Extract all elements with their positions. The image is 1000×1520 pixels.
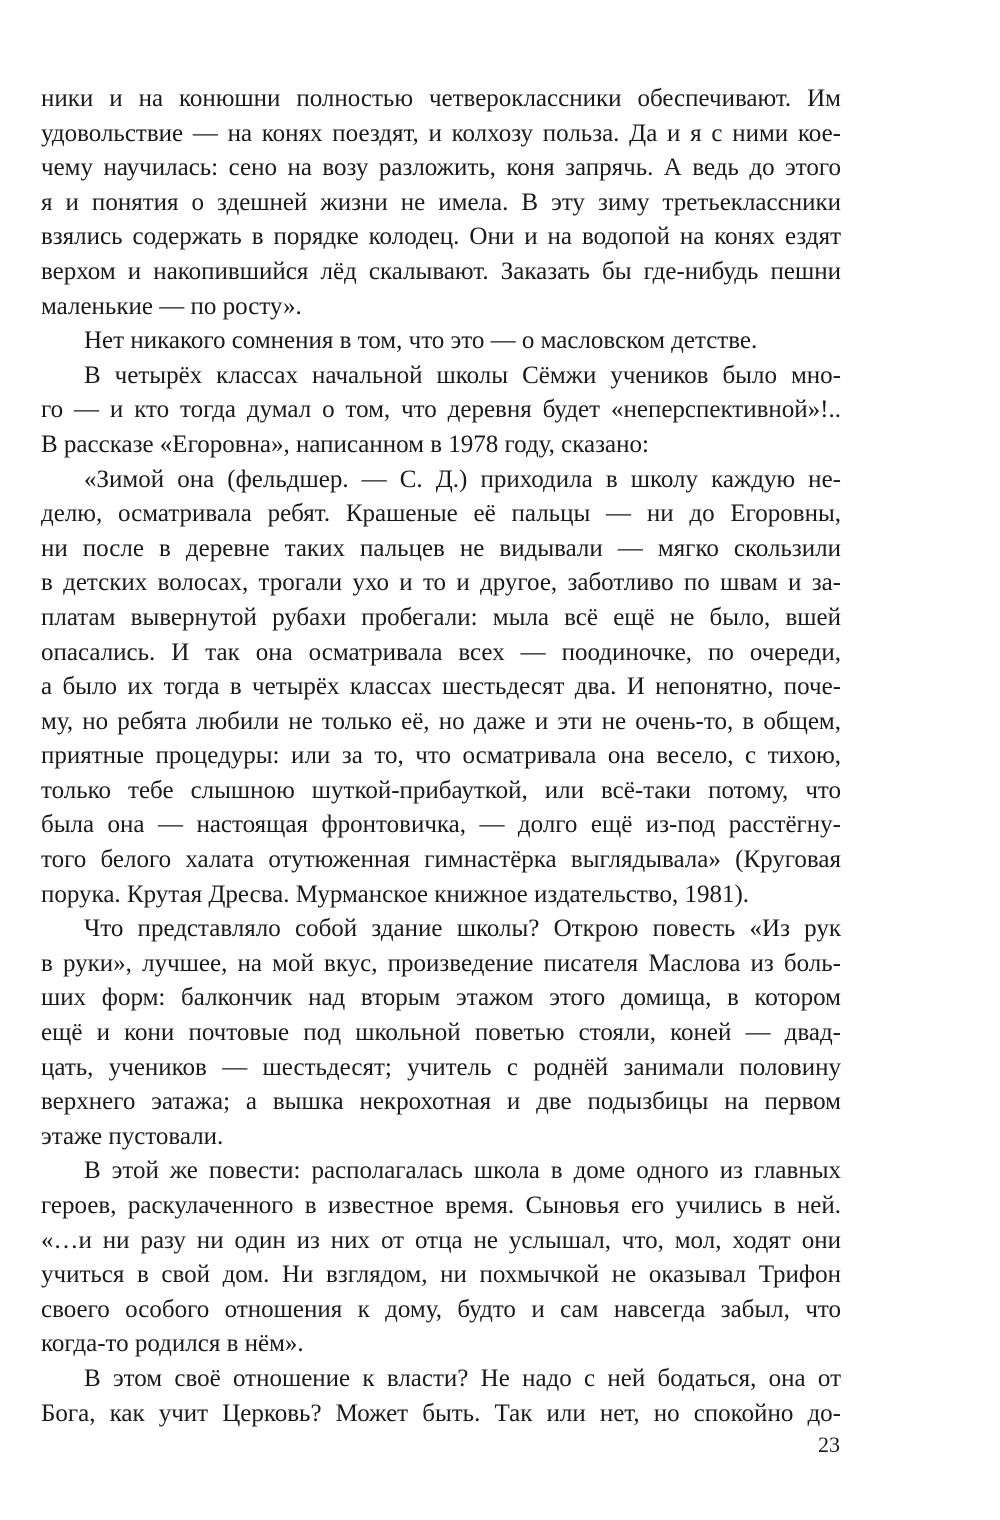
text-line: ни после в деревне таких пальцев не видывали — мягко скользили	[41, 534, 841, 562]
page-body-text	[41, 82, 841, 1431]
text-line: чему научилась: сено на возу разложить, коня запрячь. А ведь до этого	[41, 154, 841, 182]
text-line: Нет никакого сомнения в том, что это — о масловском детстве.	[84, 327, 758, 355]
text-line: этаже пустовали.	[41, 1122, 224, 1150]
text-line: В рассказе «Егоровна», написанном в 1978 году, сказано:	[41, 430, 649, 458]
text-line: героев, раскулаченного в известное время. Сыновья его учились в ней.	[41, 1192, 841, 1219]
text-line: В этой же повести: располагалась школа в доме одного из главных	[84, 1157, 841, 1185]
text-line: того белого халата отутюженная гимнастёрка выглядывала» (Круговая	[41, 846, 841, 874]
text-line: только тебе слышною шуткой-прибауткой, или всё-таки потому, что	[41, 776, 841, 804]
text-line: ещё и кони почтовые под школьной поветью стояли, коней — двад-	[41, 1019, 841, 1047]
text-line: была она — настоящая фронтовичка, — долго ещё из-под расстёгну-	[41, 811, 841, 839]
text-line: когда-то родился в нём».	[41, 1330, 304, 1358]
text-line: я и понятия о здешней жизни не имела. В эту зиму третьеклассники	[41, 188, 841, 216]
text-line: цать, учеников — шестьдесят; учитель с роднёй занимали половину	[41, 1053, 841, 1081]
text-line: Бога, как учит Церковь? Может быть. Так или нет, но спокойно до-	[41, 1399, 841, 1427]
text-line: платам вывернутой рубахи пробегали: мыла всё ещё не было, вшей	[41, 603, 841, 631]
text-line: ших форм: балкончик над вторым этажом этого домища, в котором	[41, 984, 841, 1012]
text-line: взялись содержать в порядке колодец. Они и на водопой на конях ездят	[41, 223, 841, 251]
text-line: ники и на конюшни полностью четвероклассники обеспечивают. Им	[41, 85, 841, 112]
text-line: верхом и накопившийся лёд скалывают. Заказать бы где-нибудь пешни	[41, 257, 841, 285]
text-line: учиться в свой дом. Ни взглядом, ни похмычкой не оказывал Трифон	[41, 1261, 841, 1289]
text-line: му, но ребята любили не только её, но даже и эти не очень-то, в общем,	[41, 707, 841, 735]
page-number: 23	[818, 1432, 840, 1457]
text-line: опасались. И так она осматривала всех — поодиночке, по очереди,	[41, 638, 841, 666]
text-line: порука. Крутая Дресва. Мурманское книжное издательство, 1981).	[41, 880, 750, 908]
text-line: удовольствие — на конях поездят, и колхозу польза. Да и я с ними кое-	[41, 119, 841, 147]
text-line: го — и кто тогда думал о том, что деревня будет «неперспективной»!..	[41, 396, 841, 424]
text-line: в детских волосах, трогали ухо и то и другое, заботливо по швам и за-	[41, 569, 841, 597]
text-line: «Зимой она (фельдшер. — С. Д.) приходила в школу каждую не-	[84, 465, 841, 493]
text-line: маленькие — по росту».	[41, 292, 302, 320]
text-line: приятные процедуры: или за то, что осматривала она весело, с тихою,	[41, 742, 841, 770]
text-line: В этом своё отношение к власти? Не надо с ней бодаться, она от	[84, 1364, 841, 1392]
text-line: делю, осматривала ребят. Крашеные её пальцы — ни до Егоровны,	[41, 500, 841, 528]
text-line: своего особого отношения к дому, будто и сам навсегда забыл, что	[41, 1295, 841, 1323]
text-line: «…и ни разу ни один из них от отца не услышал, что, мол, ходят они	[41, 1226, 841, 1254]
text-line: в руки», лучшее, на мой вкус, произведение писателя Маслова из боль-	[41, 949, 841, 977]
text-line: Что представляло собой здание школы? Открою повесть «Из рук	[84, 915, 841, 943]
text-line: а было их тогда в четырёх классах шестьдесят два. И непонятно, поче-	[41, 673, 841, 701]
text-line: В четырёх классах начальной школы Сёмжи учеников было мно-	[84, 361, 841, 389]
text-line: верхнего эатажа; а вышка некрохотная и две подызбицы на первом	[41, 1088, 841, 1116]
